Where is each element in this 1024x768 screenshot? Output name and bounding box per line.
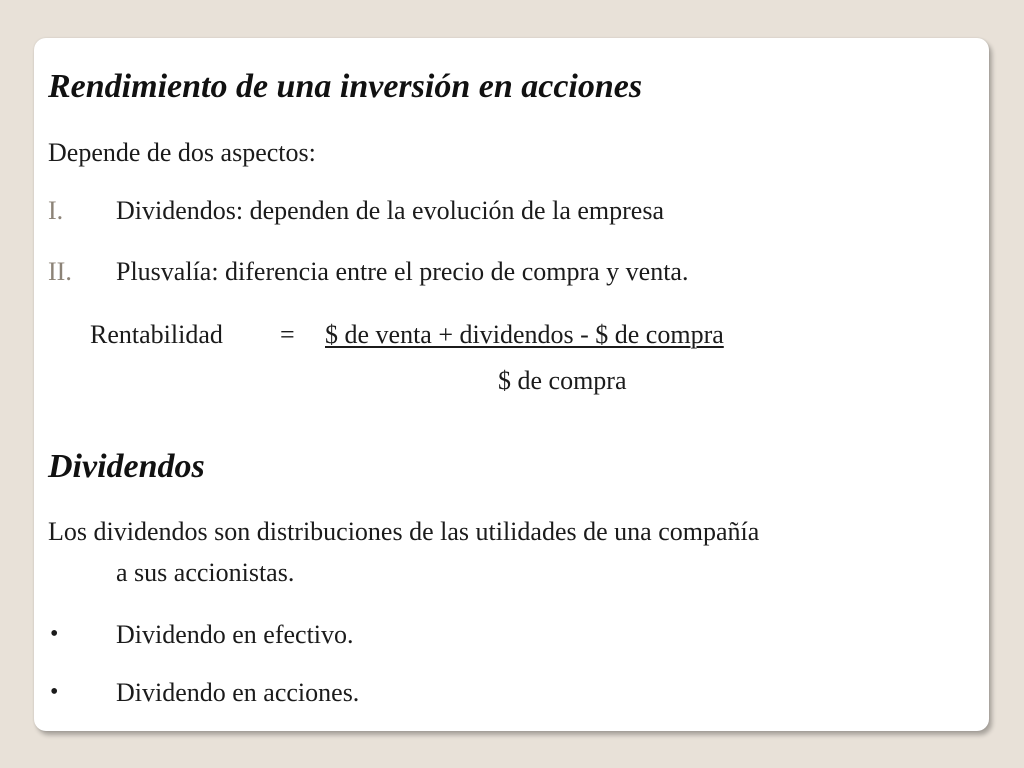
bullet-item-2: Dividendo en acciones. <box>116 678 360 707</box>
roman-marker-2: II. <box>48 257 72 286</box>
formula-equals: = <box>280 320 295 349</box>
roman-item-2: Plusvalía: diferencia entre el precio de compra y venta. <box>116 257 689 286</box>
bullet-dot-1: • <box>50 621 59 647</box>
paragraph-line-2: a sus accionistas. <box>116 558 295 587</box>
intro-text: Depende de dos aspectos: <box>48 138 316 167</box>
section-heading-rendimiento: Rendimiento de una inversión en acciones <box>48 68 643 105</box>
paragraph-line-1: Los dividendos son distribuciones de las utilidades de una compañía <box>48 517 760 546</box>
formula-denominator: $ de compra <box>498 366 627 395</box>
section-heading-dividendos: Dividendos <box>48 448 205 485</box>
roman-item-1: Dividendos: dependen de la evolución de la empresa <box>116 196 664 225</box>
formula-label: Rentabilidad <box>90 320 223 349</box>
roman-marker-1: I. <box>48 196 64 225</box>
bullet-dot-2: • <box>50 679 59 705</box>
formula-numerator: $ de venta + dividendos - $ de compra <box>325 320 724 349</box>
bullet-item-1: Dividendo en efectivo. <box>116 620 354 649</box>
